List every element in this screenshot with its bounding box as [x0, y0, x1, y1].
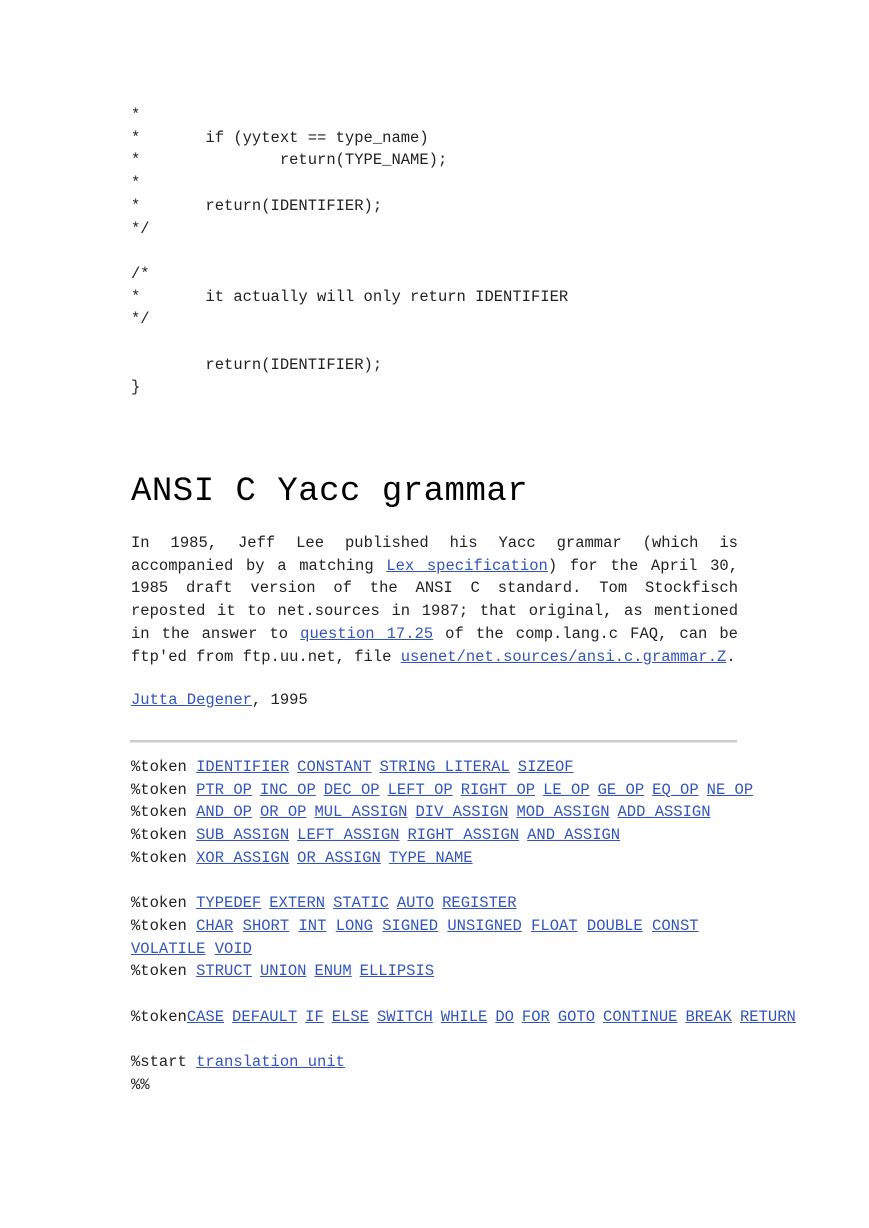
token-keyword: %token [131, 848, 197, 867]
token-link-type-name[interactable]: TYPE_NAME [388, 848, 473, 867]
token-link-long[interactable]: LONG [335, 916, 373, 935]
token-link-xor-assign[interactable]: XOR_ASSIGN [196, 848, 290, 867]
token-link-div-assign[interactable]: DIV_ASSIGN [415, 803, 509, 822]
token-link-do[interactable]: DO [495, 1007, 514, 1026]
blank-line [131, 1028, 738, 1051]
token-link-switch[interactable]: SWITCH [376, 1007, 433, 1026]
document-page [131, 104, 796, 1094]
intro-text-3: of the comp.lang.c FAQ, can be ftp'ed from ftp.uu.net, file [131, 624, 738, 666]
token-link-extern[interactable]: EXTERN [269, 894, 326, 913]
token-keyword: %token [131, 780, 197, 799]
token-line [131, 960, 738, 983]
token-link-struct[interactable]: STRUCT [196, 962, 252, 981]
token-link-mod-assign[interactable]: MOD_ASSIGN [516, 803, 610, 822]
token-keyword: %token [131, 758, 197, 776]
token-link-ge-op[interactable]: GE_OP [597, 780, 645, 799]
grammar-section-marker: %% [131, 1075, 150, 1094]
token-link-le-op[interactable]: LE_OP [543, 780, 590, 799]
token-keyword: %token [131, 962, 197, 981]
token-link-right-op[interactable]: RIGHT_OP [460, 780, 536, 799]
horizontal-rule [130, 740, 737, 743]
blank-line [131, 983, 738, 1006]
intro-text-2: ) for the April 30, 1985 draft version of the ANSI C standard. Tom Stockfisch reposted it to net.sources in 1987; that original, as mentioned in the answer to [131, 556, 738, 643]
token-line [131, 892, 738, 915]
token-link-right-assign[interactable]: RIGHT_ASSIGN [407, 826, 520, 845]
token-link-dec-op[interactable]: DEC_OP [323, 780, 380, 799]
token-link-and-op[interactable]: AND_OP [196, 803, 252, 822]
token-line [131, 824, 738, 847]
token-link-ellipsis[interactable]: ELLIPSIS [359, 962, 435, 981]
blank-line [131, 870, 738, 893]
start-symbol-link[interactable]: translation_unit [196, 1053, 345, 1072]
token-link-return[interactable]: RETURN [739, 1007, 796, 1026]
token-keyword: %token [131, 894, 197, 913]
token-link-static[interactable]: STATIC [333, 894, 389, 913]
intro-text-4: . [726, 647, 736, 666]
token-link-signed[interactable]: SIGNED [382, 916, 439, 935]
token-link-double[interactable]: DOUBLE [586, 916, 643, 935]
token-link-add-assign[interactable]: ADD_ASSIGN [617, 803, 711, 822]
token-link-ptr-op[interactable]: PTR_OP [196, 780, 252, 799]
token-line [131, 779, 754, 802]
author-year: , 1995 [251, 691, 308, 709]
token-link-default[interactable]: DEFAULT [232, 1007, 298, 1026]
token-link-ne-op[interactable]: NE_OP [706, 780, 754, 799]
token-line [131, 1006, 796, 1029]
token-link-sizeof[interactable]: SIZEOF [517, 758, 574, 776]
token-link-inc-op[interactable]: INC_OP [259, 780, 316, 799]
token-keyword: %token [131, 916, 197, 935]
start-line [131, 1051, 738, 1074]
token-link-enum[interactable]: ENUM [314, 962, 352, 981]
grammar-file-link[interactable]: usenet/net.sources/ansi.c.grammar.Z [400, 647, 727, 666]
token-link-typedef[interactable]: TYPEDEF [196, 894, 262, 913]
token-line [131, 847, 738, 870]
code-block-top: * * if (yytext == type_name) * return(TYPE_NAME); * * return(IDENTIFIER); */ /* * it actually will only return IDENTIFIER */ return(IDENTIFIER); } [131, 106, 569, 397]
token-link-char[interactable]: CHAR [196, 916, 234, 935]
token-link-const[interactable]: CONST [652, 916, 699, 935]
token-link-union[interactable]: UNION [259, 962, 307, 981]
token-link-or-assign[interactable]: OR_ASSIGN [297, 848, 381, 867]
token-line [131, 801, 738, 824]
token-link-int[interactable]: INT [298, 916, 327, 935]
author-line [131, 689, 308, 712]
token-link-case[interactable]: CASE [186, 1007, 225, 1026]
token-link-if[interactable]: IF [305, 1007, 324, 1026]
intro-text-1: In 1985, Jeff Lee published his Yacc grammar (which is accompanied by a matching [131, 534, 738, 575]
token-keyword: %token [131, 1007, 187, 1026]
token-link-left-assign[interactable]: LEFT_ASSIGN [297, 826, 400, 845]
token-keyword: %token [131, 826, 197, 845]
token-keyword: %token [131, 803, 197, 822]
token-link-while[interactable]: WHILE [440, 1007, 488, 1026]
token-line [131, 915, 738, 960]
token-declarations [131, 756, 796, 1097]
token-link-mul-assign[interactable]: MUL_ASSIGN [314, 803, 408, 822]
token-link-for[interactable]: FOR [521, 1007, 550, 1026]
token-link-and-assign[interactable]: AND_ASSIGN [527, 826, 621, 845]
token-line [131, 756, 738, 779]
token-link-sub-assign[interactable]: SUB_ASSIGN [196, 826, 290, 845]
token-link-void[interactable]: VOID [214, 939, 252, 958]
section-title: ANSI C Yacc grammar [131, 473, 529, 511]
token-link-constant[interactable]: CONSTANT [297, 758, 372, 776]
start-keyword: %start [131, 1053, 197, 1072]
token-link-short[interactable]: SHORT [242, 916, 290, 935]
question-17-25-link[interactable]: question 17.25 [300, 624, 434, 643]
token-link-or-op[interactable]: OR_OP [259, 803, 307, 822]
token-link-left-op[interactable]: LEFT_OP [387, 780, 453, 799]
token-link-unsigned[interactable]: UNSIGNED [447, 916, 522, 935]
token-link-eq-op[interactable]: EQ_OP [652, 780, 699, 799]
intro-paragraph [131, 532, 738, 668]
token-link-goto[interactable]: GOTO [557, 1007, 596, 1026]
token-link-string-literal[interactable]: STRING_LITERAL [379, 758, 510, 776]
token-link-float[interactable]: FLOAT [531, 916, 578, 935]
token-link-register[interactable]: REGISTER [442, 894, 517, 913]
token-link-break[interactable]: BREAK [685, 1007, 732, 1026]
lex-specification-link[interactable]: Lex specification [386, 556, 548, 575]
token-link-auto[interactable]: AUTO [396, 894, 435, 913]
author-link[interactable]: Jutta Degener [131, 691, 252, 709]
token-link-volatile[interactable]: VOLATILE [131, 939, 206, 958]
token-link-else[interactable]: ELSE [331, 1007, 369, 1026]
token-link-identifier[interactable]: IDENTIFIER [196, 758, 290, 776]
token-link-continue[interactable]: CONTINUE [603, 1007, 678, 1026]
